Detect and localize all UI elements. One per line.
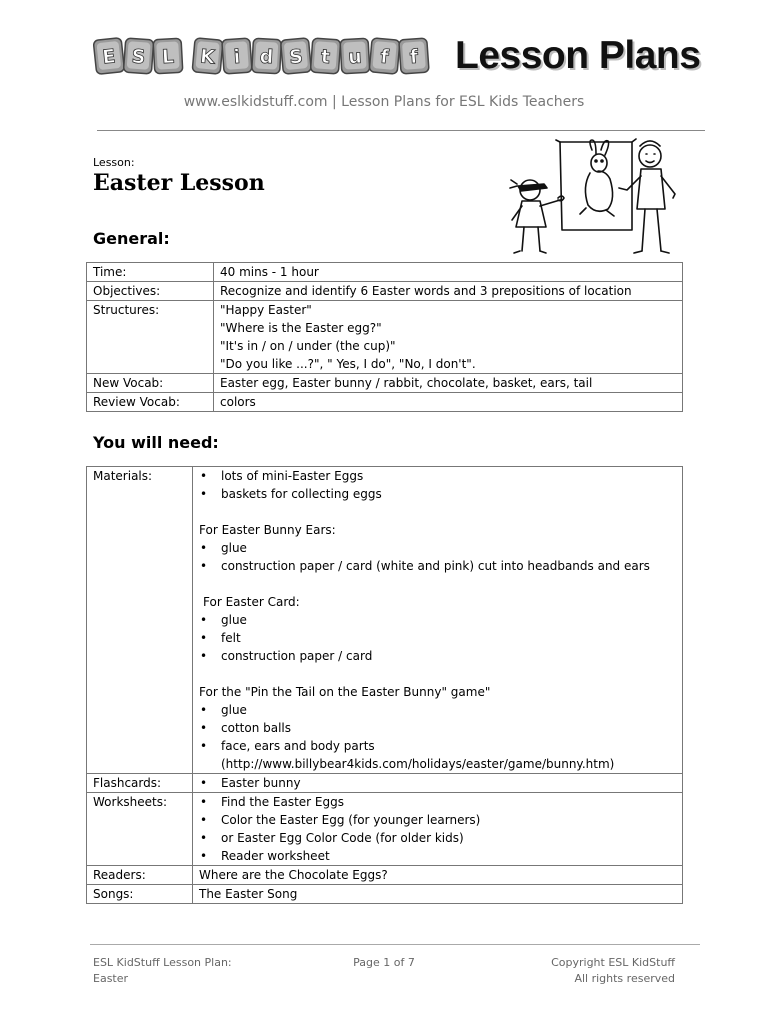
general-row-label: Structures: (87, 301, 214, 374)
svg-text:S: S (130, 45, 147, 69)
general-row-value (214, 301, 683, 374)
worksheets-list (199, 793, 676, 865)
game-list (199, 701, 676, 755)
logo-letter-block (310, 38, 340, 74)
worksheet-item: • Color the Easter Egg (for younger learners) (221, 811, 676, 829)
svg-text:S: S (288, 45, 304, 69)
svg-text:f: f (379, 45, 390, 69)
card-item: • glue (221, 611, 676, 629)
logo-letter-block (192, 38, 223, 74)
footer-right-line1: Copyright ESL KidStuff (551, 956, 675, 969)
general-row (87, 282, 683, 301)
general-row-label: Objectives: (87, 282, 214, 301)
ears-item: • glue (221, 539, 676, 557)
pin-the-tail-illustration (500, 136, 690, 258)
svg-text:L: L (161, 45, 175, 69)
materials-row (87, 467, 683, 774)
worksheet-item: • or Easter Egg Color Code (for older kids) (221, 829, 676, 847)
game-item: • cotton balls (221, 719, 676, 737)
lesson-plans-title: Lesson Plans (455, 34, 701, 77)
worksheet-item: • Find the Easter Eggs (221, 793, 676, 811)
flashcards-row (87, 774, 683, 793)
general-value-line: "Happy Easter" (220, 303, 312, 317)
general-row (87, 374, 683, 393)
readers-row (87, 866, 683, 885)
you-will-need-heading: You will need: (93, 433, 219, 452)
svg-text:i: i (232, 45, 242, 69)
logo-letter-block (340, 38, 370, 73)
svg-text:f: f (409, 45, 419, 69)
general-row-label: Time: (87, 263, 214, 282)
ears-heading: For Easter Bunny Ears: (199, 523, 336, 537)
general-row-value (214, 263, 683, 282)
materials-label: Materials: (87, 467, 193, 774)
worksheets-label: Worksheets: (87, 793, 193, 866)
general-row (87, 393, 683, 412)
esl-kidstuff-logo (93, 30, 439, 84)
general-row (87, 263, 683, 282)
card-item: • construction paper / card (221, 647, 676, 665)
lesson-title: Easter Lesson (93, 170, 265, 196)
footer-divider (90, 944, 700, 945)
general-row-label: New Vocab: (87, 374, 214, 393)
general-table (86, 262, 683, 412)
game-item: • glue (221, 701, 676, 719)
game-heading: For the "Pin the Tail on the Easter Bunny" game" (199, 685, 491, 699)
ears-list (199, 539, 676, 575)
materials-cell (193, 467, 683, 774)
flashcard-item: • Easter bunny (221, 774, 676, 792)
materials-list (199, 467, 676, 503)
general-heading: General: (93, 229, 170, 248)
footer-left-line2: Easter (93, 972, 129, 985)
general-row-value (214, 374, 683, 393)
general-row (87, 301, 683, 374)
svg-text:u: u (347, 45, 363, 69)
lesson-label: Lesson: (93, 156, 135, 169)
worksheets-row (87, 793, 683, 866)
flashcards-list (199, 774, 676, 792)
footer-right-line2: All rights reserved (574, 972, 675, 985)
svg-text:t: t (320, 45, 331, 69)
logo-letter-block (399, 38, 429, 74)
game-item: • face, ears and body parts (221, 737, 676, 755)
svg-text:E: E (101, 45, 117, 69)
general-value-line: colors (220, 395, 256, 409)
general-value-line: 40 mins - 1 hour (220, 265, 319, 279)
material-item: • baskets for collecting eggs (221, 485, 676, 503)
general-value-line: Easter egg, Easter bunny / rabbit, chocolate, basket, ears, tail (220, 376, 593, 390)
material-item: • lots of mini-Easter Eggs (221, 467, 676, 485)
logo-letter-block (222, 38, 252, 74)
card-heading: For Easter Card: (203, 595, 300, 609)
worksheet-item: • Reader worksheet (221, 847, 676, 865)
card-list (199, 611, 676, 665)
general-value-line: "Do you like ...?", " Yes, I do", "No, I don't". (220, 357, 476, 371)
logo-letter-block (153, 38, 183, 73)
logo-letter-block (93, 38, 124, 75)
general-row-value (214, 393, 683, 412)
header-divider (97, 130, 705, 131)
logo-letter-block (369, 38, 400, 74)
general-row-label: Review Vocab: (87, 393, 214, 412)
songs-label: Songs: (87, 885, 193, 904)
flashcards-label: Flashcards: (87, 774, 193, 793)
logo-letter-block (252, 38, 282, 73)
footer-right (551, 955, 675, 987)
logo-letter-block (123, 38, 153, 74)
svg-text:d: d (259, 45, 274, 69)
readers-label: Readers: (87, 866, 193, 885)
footer-page-number: Page 1 of 7 (353, 956, 415, 969)
readers-value: Where are the Chocolate Eggs? (193, 866, 683, 885)
general-value-line: Recognize and identify 6 Easter words and 3 prepositions of location (220, 284, 632, 298)
general-value-line: "Where is the Easter egg?" (220, 321, 382, 335)
ears-item: • construction paper / card (white and pink) cut into headbands and ears (221, 557, 676, 575)
songs-value: The Easter Song (193, 885, 683, 904)
materials-table (86, 466, 683, 904)
site-tagline: www.eslkidstuff.com | Lesson Plans for ESL Kids Teachers (183, 94, 585, 110)
game-link: (http://www.billybear4kids.com/holidays/easter/game/bunny.htm) (221, 757, 615, 771)
footer-left-line1: ESL KidStuff Lesson Plan: (93, 956, 232, 969)
card-item: • felt (221, 629, 676, 647)
general-row-value (214, 282, 683, 301)
logo-letter-block (280, 38, 311, 74)
songs-row (87, 885, 683, 904)
general-value-line: "It's in / on / under (the cup)" (220, 339, 396, 353)
svg-text:K: K (199, 45, 216, 69)
